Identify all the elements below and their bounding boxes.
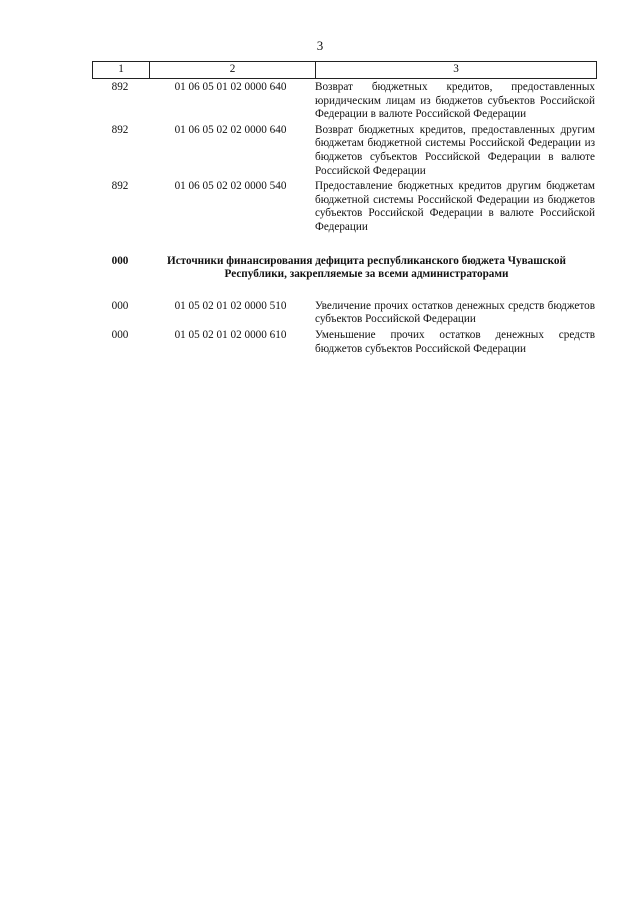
source-code: 01 06 05 02 02 0000 640 (174, 123, 287, 136)
admin-code: 000 (111, 299, 129, 312)
table-row (92, 300, 597, 327)
admin-code: 892 (111, 123, 129, 136)
source-name: Возврат бюджетных кредитов, предоставленных юридическим лицам из бюджетов субъектов Российской Федерации в валюте Российской Федерации (315, 81, 595, 121)
section-heading (92, 255, 597, 282)
header-col-1: 1 (118, 63, 124, 75)
page-number: 3 (316, 38, 324, 53)
source-name: Увеличение прочих остатков денежных средств бюджетов субъектов Российской Федерации (315, 299, 595, 326)
table-row (92, 81, 597, 122)
section-title: Источники финансирования дефицита республиканского бюджета Чувашской Республики, закрепляемые за всеми администраторами (167, 254, 566, 281)
admin-code: 892 (111, 81, 129, 93)
source-name: Уменьшение прочих остатков денежных средств бюджетов субъектов Российской Федерации (315, 328, 595, 355)
header-col-2: 2 (149, 62, 315, 78)
admin-code: 000 (111, 328, 129, 341)
source-code: 01 05 02 01 02 0000 610 (174, 328, 287, 341)
admin-code: 892 (111, 180, 129, 193)
table-row (92, 180, 597, 234)
section-admin-code: 000 (111, 254, 129, 267)
source-name: Предоставление бюджетных кредитов другим бюджетам бюджетной системы Российской Федерации из бюджетов субъектов Российской Федерации в валюте Российской Федерации (315, 180, 595, 233)
table-row (92, 124, 597, 178)
source-code: 01 06 05 01 02 0000 640 (174, 81, 287, 93)
source-name: Возврат бюджетных кредитов, предоставленных другим бюджетам бюджетной системы Российской Федерации из бюджетов субъектов Российской Федерации в валюте Российской Федерации (315, 123, 595, 177)
table-row (92, 329, 597, 356)
source-code: 01 06 05 02 02 0000 540 (174, 180, 287, 193)
table-header (92, 61, 597, 79)
header-col-3: 3 (315, 62, 596, 78)
source-code: 01 05 02 01 02 0000 510 (174, 299, 287, 312)
sources-table (92, 61, 597, 356)
